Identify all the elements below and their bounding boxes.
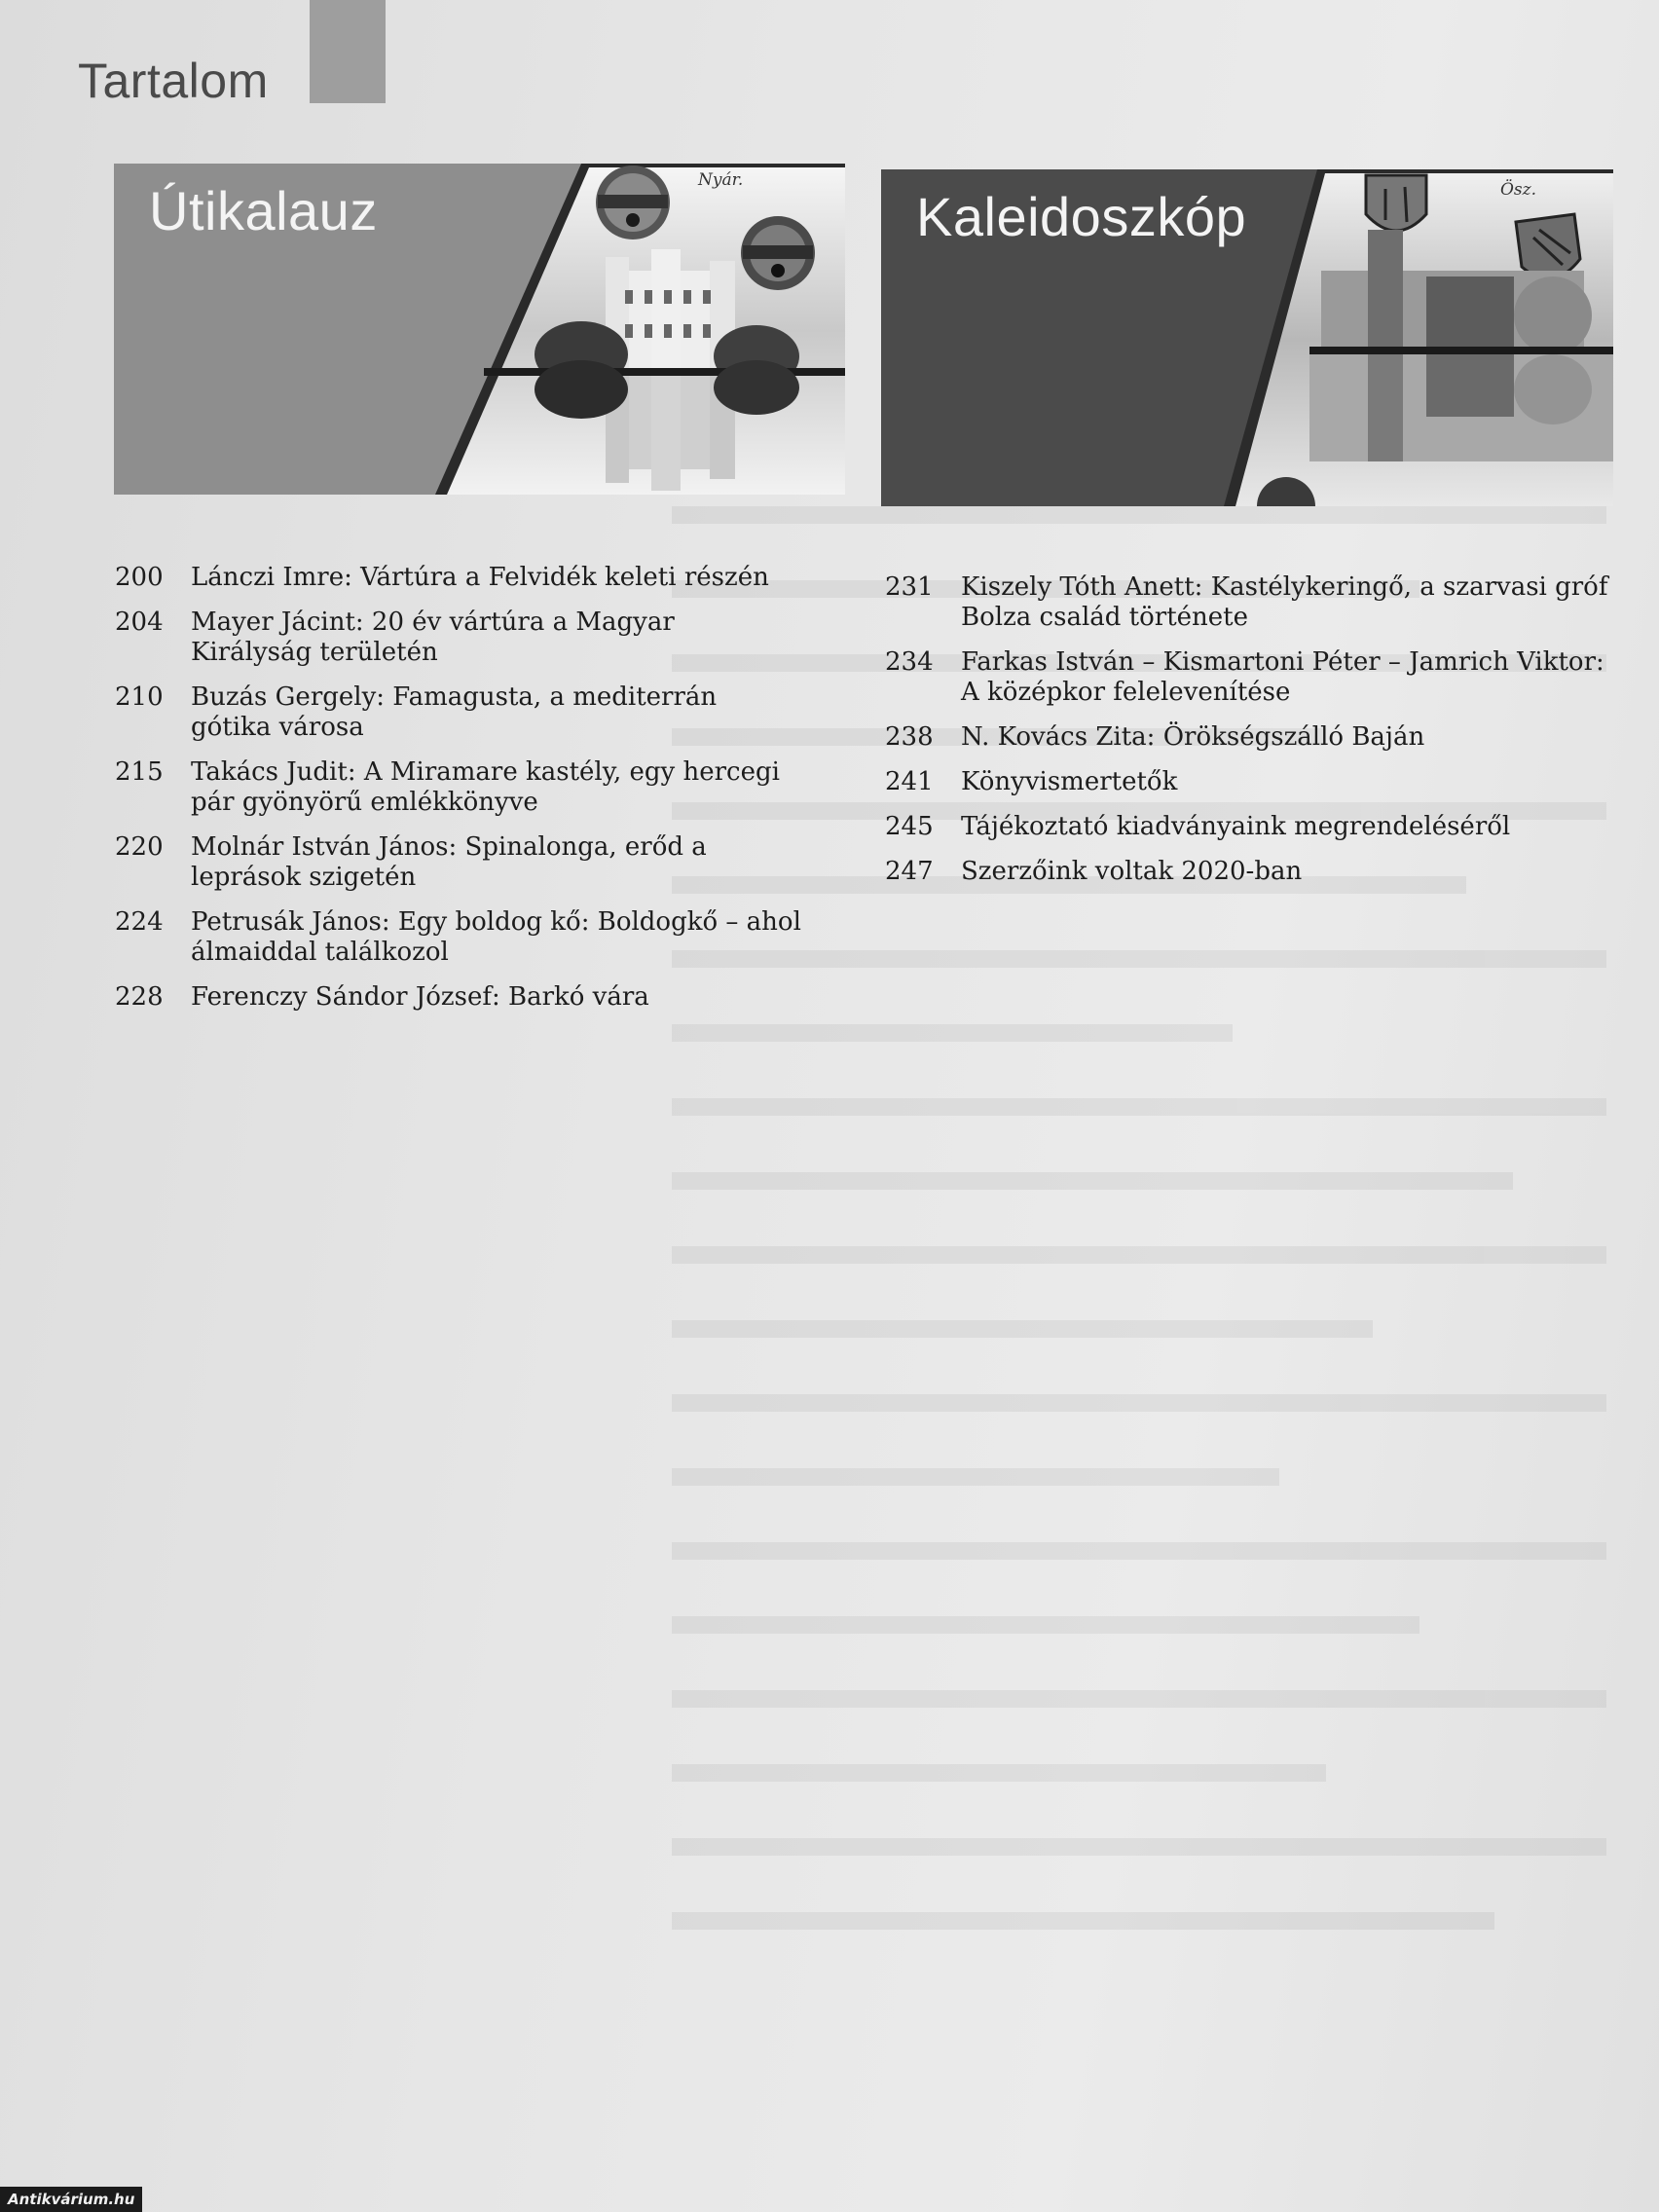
toc-entry[interactable] (111, 682, 802, 743)
toc-page-number: 204 (115, 608, 164, 637)
toc-entry[interactable] (881, 857, 1621, 887)
kaleidoszkop-banner (881, 169, 1613, 506)
toc-entry-title: Szerzőink voltak 2020-ban (961, 857, 1303, 886)
toc-page-number: 224 (115, 907, 164, 937)
toc-entry[interactable] (111, 608, 802, 668)
toc-page-number: 245 (885, 812, 934, 841)
toc-entry[interactable] (881, 767, 1621, 797)
toc-entry[interactable] (881, 722, 1621, 753)
toc-list-utikalauz (111, 563, 802, 1027)
toc-entry-title: Molnár István János: Spinalonga, erőd a leprások szigetén (191, 832, 707, 892)
toc-entry[interactable] (881, 572, 1621, 633)
toc-entry-title: Könyvismertetők (961, 767, 1178, 796)
toc-list-kaleidoszkop (881, 572, 1621, 902)
toc-entry[interactable] (111, 832, 802, 893)
toc-entry[interactable] (111, 907, 802, 968)
toc-page-number: 228 (115, 982, 164, 1012)
toc-entry-title: Lánczi Imre: Vártúra a Felvidék keleti részén (191, 563, 769, 592)
toc-page-number: 238 (885, 722, 934, 752)
toc-page-number: 220 (115, 832, 164, 862)
toc-entry-title: Mayer Jácint: 20 év vártúra a Magyar Királyság területén (191, 608, 675, 667)
bell-icon (596, 166, 670, 240)
bell-icon (741, 216, 815, 290)
toc-page-number: 215 (115, 757, 164, 787)
toc-page-number: 210 (115, 682, 164, 712)
toc-entry[interactable] (111, 563, 802, 593)
toc-entry-title: Buzás Gergely: Famagusta, a mediterrán gótika városa (191, 682, 718, 742)
toc-page-number: 234 (885, 647, 934, 677)
toc-entry-title: Farkas István – Kismartoni Péter – Jamrich Viktor: A középkor felelevenítése (961, 647, 1604, 707)
section-title-kaleidoszkop: Kaleidoszkóp (916, 186, 1247, 247)
toc-page-number: 241 (885, 767, 934, 796)
toc-entry[interactable] (111, 757, 802, 818)
page-title: Tartalom (78, 54, 269, 108)
toc-entry-title: Tájékoztató kiadványaink megrendeléséről (961, 812, 1511, 841)
toc-entry-title: Kiszely Tóth Anett: Kastélykeringő, a szarvasi gróf Bolza család története (961, 572, 1608, 632)
toc-entry-title: Takács Judit: A Miramare kastély, egy hercegi pár gyönyörű emlékkönyve (191, 757, 780, 817)
toc-entry[interactable] (881, 812, 1621, 842)
shield-icon (1366, 175, 1426, 231)
site-watermark: Antikvárium.hu (0, 2187, 142, 2212)
toc-page-number: 200 (115, 563, 164, 592)
toc-page-number: 247 (885, 857, 934, 886)
utikalauz-banner (114, 164, 845, 495)
card-label-autumn: Ösz. (1500, 180, 1537, 200)
toc-entry[interactable] (881, 647, 1621, 708)
toc-entry[interactable] (111, 982, 802, 1013)
shield-icon (1516, 214, 1580, 278)
toc-entry-title: Ferenczy Sándor József: Barkó vára (191, 982, 649, 1012)
section-title-utikalauz: Útikalauz (149, 180, 378, 241)
toc-entry-title: Petrusák János: Egy boldog kő: Boldogkő – ahol álmaiddal találkozol (191, 907, 801, 967)
toc-entry-title: N. Kovács Zita: Örökségszálló Baján (961, 722, 1425, 752)
title-accent-block (310, 0, 386, 103)
toc-page-number: 231 (885, 572, 934, 602)
card-label-summer: Nyár. (698, 170, 744, 190)
